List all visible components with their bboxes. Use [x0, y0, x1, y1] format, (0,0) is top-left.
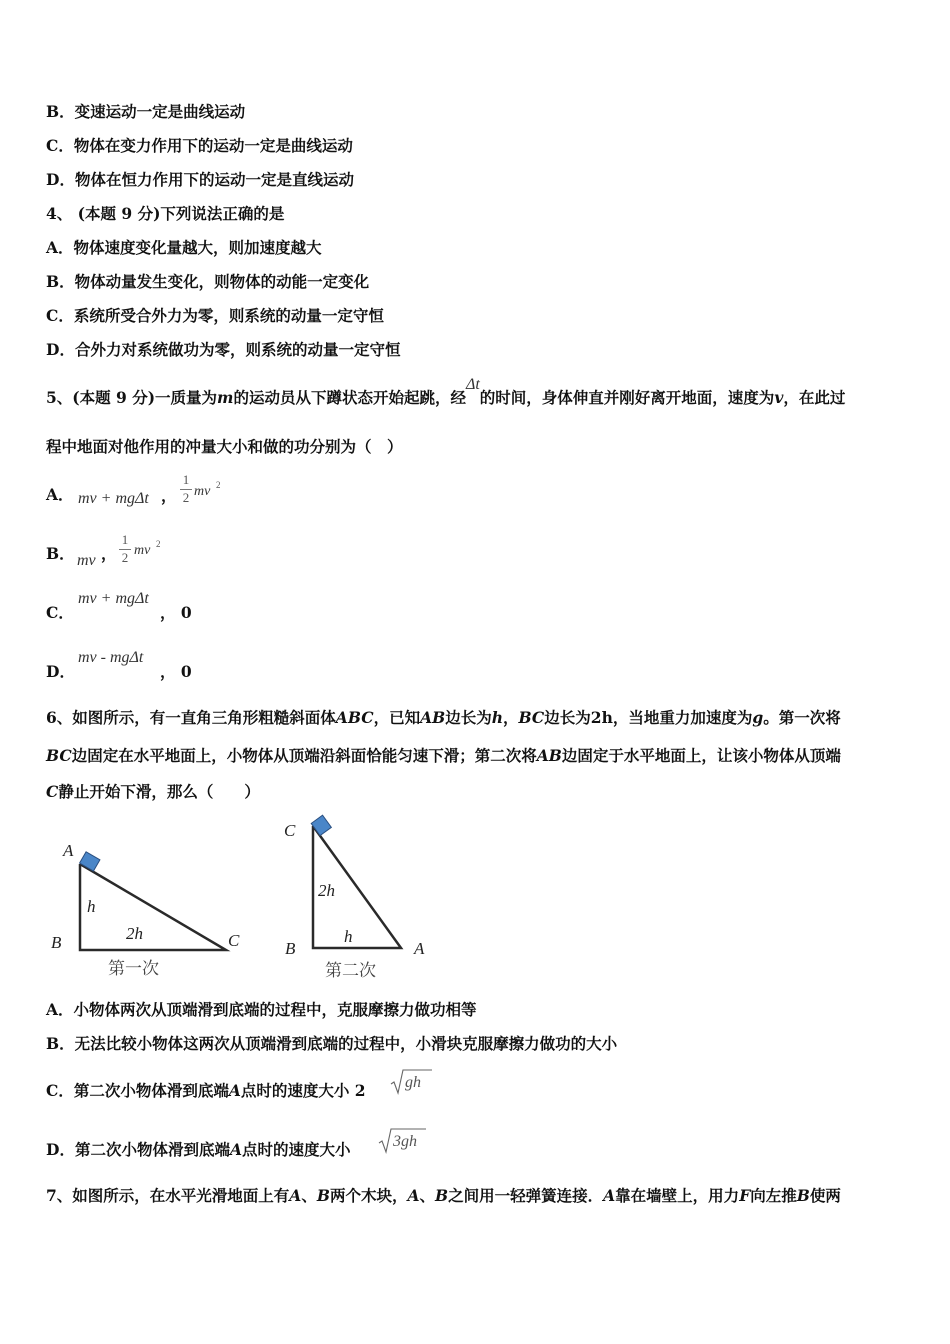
q5-text-4: ，在此过 [783, 388, 846, 407]
q5-option-b-expr: mv [77, 552, 96, 569]
q6-g: g [752, 708, 764, 727]
q6-2h: 2h [590, 708, 613, 727]
q7-f: F [739, 1186, 751, 1205]
q5-option-b-tail: mv [134, 543, 151, 558]
fig1-label-a: A [63, 841, 74, 860]
fig1-label-c: C [228, 931, 240, 950]
q5-delta-t: Δt [465, 376, 480, 393]
q6-option-c-text-b: 点时的速度大小 2 [240, 1081, 366, 1100]
q5-option-a-tail: mv [194, 484, 211, 499]
q6-bc-2: BC [46, 746, 72, 765]
q4-option-b: B．物体动量发生变化，则物体的动能一定变化 [46, 272, 370, 291]
q5-text-3: 的时间，身体伸直并刚好离开地面，速度为 [479, 388, 775, 407]
q7-sep2: 、 [419, 1186, 436, 1205]
q6-option-d-point: A [229, 1140, 242, 1159]
q7-a1: A [289, 1186, 302, 1205]
q4-option-d: D．合外力对系统做功为零，则系统的动量一定守恒 [46, 340, 401, 359]
q5-option-a-frac-num: 1 [182, 472, 190, 487]
q5-option-a-expr: mv + mgΔt [78, 490, 149, 507]
q5-option-c-tail: ， 0 [160, 603, 192, 622]
q6-text-2a: 边固定在水平地面上，小物体从顶端沿斜面恰能匀速下滑；第二次将 [71, 746, 537, 765]
q6-bc: BC [518, 708, 545, 727]
q5-option-b-fraction [119, 532, 131, 566]
q7-sep1: 、 [301, 1186, 317, 1205]
q5-option-a-fraction [180, 472, 192, 506]
q5-option-a-sup: 2 [216, 480, 221, 490]
q5-option-b-sep: ， [101, 544, 117, 563]
q6-text-1d: ， [503, 708, 519, 727]
q7-a2: A [407, 1186, 420, 1205]
fig1-caption: 第一次 [108, 959, 159, 978]
q5-text-1: 5、(本题 9 分)一质量为 [46, 388, 218, 407]
q6-text-1b: ，已知 [373, 708, 421, 727]
q6-option-c-point: A [228, 1081, 241, 1100]
q5-option-d-tail: ， 0 [160, 662, 192, 681]
q5-option-b-frac-num: 1 [121, 532, 129, 547]
q5-text-2: 的运动员从下蹲状态开始起跳，经 [233, 388, 466, 407]
q6-option-a: A．小物体两次从顶端滑到底端的过程中，克服摩擦力做功相等 [46, 1000, 477, 1019]
q7-a3: A [603, 1186, 616, 1205]
q5-option-c-expr: mv + mgΔt [78, 590, 149, 607]
q7-text-c: 之间用一轻弹簧连接． [448, 1186, 604, 1205]
q5-option-b-sup: 2 [156, 539, 161, 549]
q7-text-d: 靠在墙壁上，用力 [615, 1186, 740, 1205]
q6-h: h [491, 708, 504, 727]
q5-stem-line2: 程中地面对他作用的冲量大小和做的功分别为（ ） [46, 437, 403, 456]
q4-option-c: C．系统所受合外力为零，则系统的动量一定守恒 [46, 306, 384, 325]
q6-option-d-text-a: D．第二次小物体滑到底端 [46, 1140, 230, 1159]
q6-abc: ABC [335, 708, 374, 727]
q7-b1: B [316, 1186, 330, 1205]
block-1 [80, 852, 100, 871]
q7-b2: B [435, 1186, 449, 1205]
figure-first-triangle [51, 841, 240, 978]
fig1-label-b: B [51, 933, 62, 952]
q7-text-f: 使两 [809, 1186, 841, 1205]
q6-option-b: B．无法比较小物体这两次从顶端滑到底端的过程中，小滑块克服摩擦力做功的大小 [46, 1034, 618, 1053]
fig2-label-c: C [284, 821, 296, 840]
q6-stem-line3 [46, 782, 260, 802]
q5-option-a-frac-den: 2 [180, 489, 192, 506]
q6-text-2b: 边固定于水平地面上，让该小物体从顶端 [561, 746, 841, 765]
q6-option-d-text-b: 点时的速度大小 [241, 1140, 351, 1159]
q7-stem-line1 [46, 1186, 841, 1206]
q3-option-c: C．物体在变力作用下的运动一定是曲线运动 [46, 136, 353, 155]
q6-text-1c: 边长为 [445, 708, 492, 727]
q5-option-a-sep: ， [161, 486, 177, 505]
q6-option-d-sqrt [378, 1127, 430, 1155]
fig2-caption: 第二次 [325, 961, 376, 980]
triangle-1-outline [80, 864, 226, 950]
q6-stem-line2 [46, 746, 841, 766]
q6-text-1g: 。第一次将 [763, 708, 841, 727]
fig2-label-a: A [414, 939, 425, 958]
q7-text-e: 向左推 [750, 1186, 797, 1205]
fig2-label-2h: 2h [318, 881, 335, 900]
q6-text-1a: 6、如图所示，有一直角三角形粗糙斜面体 [46, 708, 336, 727]
q6-stem-line1 [46, 708, 841, 728]
fig1-label-h: h [87, 897, 96, 916]
q4-option-a: A．物体速度变化量越大，则加速度越大 [46, 238, 322, 257]
q6-option-c-sqrt [390, 1068, 434, 1096]
q5-option-a-label: A． [46, 485, 74, 504]
q5-option-d-expr: mv - mgΔt [78, 649, 144, 666]
q4-stem: 4、 (本题 9 分)下列说法正确的是 [46, 204, 285, 223]
q7-text-a: 7、如图所示，在水平光滑地面上有 [46, 1186, 290, 1205]
q5-velocity-symbol: v [774, 388, 784, 407]
q6-option-c [46, 1081, 366, 1101]
q6-ab: AB [420, 708, 446, 727]
q6-figures [44, 812, 444, 988]
q6-ab-2: AB [536, 746, 562, 765]
q6-text-1f: ，当地重力加速度为 [612, 708, 753, 727]
q6-option-d-radicand: 3gh [393, 1133, 417, 1150]
q6-option-c-text-a: C．第二次小物体滑到底端 [46, 1081, 229, 1100]
q6-option-c-radicand: gh [405, 1074, 421, 1091]
fig1-label-2h: 2h [126, 924, 143, 943]
q3-option-d: D．物体在恒力作用下的运动一定是直线运动 [46, 170, 354, 189]
q6-option-d [46, 1140, 351, 1160]
q5-stem-line1 [46, 376, 846, 409]
q5-option-b-frac-den: 2 [119, 549, 131, 566]
q5-mass-symbol: m [217, 388, 234, 407]
q5-option-b-label: B． [46, 544, 75, 563]
q5-option-c-label: C． [46, 603, 74, 622]
q6-c: C [46, 782, 59, 801]
q6-text-1e: 边长为 [544, 708, 591, 727]
q3-option-b: B．变速运动一定是曲线运动 [46, 102, 246, 121]
q6-text-3a: 静止开始下滑，那么（ ） [58, 782, 260, 801]
figure-second-triangle [284, 815, 425, 980]
fig2-label-h: h [344, 927, 353, 946]
q5-option-d-label: D． [46, 662, 75, 681]
q7-b3: B [796, 1186, 810, 1205]
q7-text-b: 两个木块， [329, 1186, 408, 1205]
fig2-label-b: B [285, 939, 296, 958]
